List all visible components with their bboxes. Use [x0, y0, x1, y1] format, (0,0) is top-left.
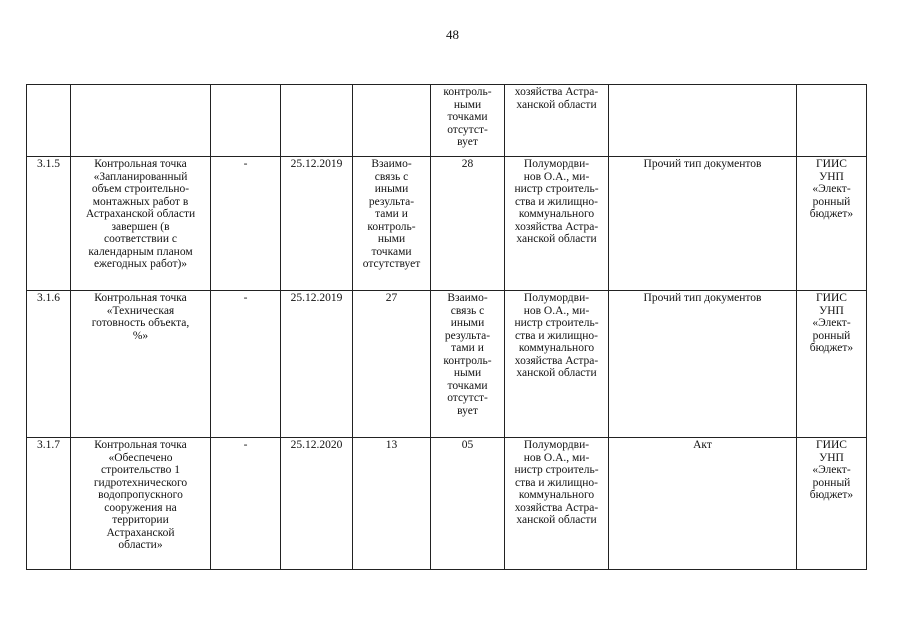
page-number: 48: [446, 27, 459, 42]
row-number: 3.1.5: [27, 157, 71, 291]
document-type-cell: Прочий тип документов: [609, 157, 797, 291]
dash-cell: -: [211, 438, 281, 570]
system-cell: ГИИС УНП «Элект- ронный бюджет»: [797, 291, 867, 438]
responsible-cell: Полумордви- нов О.А., ми- нистр строитель- ства и жилищно- коммунального хозяйства Астра- ханской области: [505, 291, 609, 438]
system-cell: [797, 85, 867, 157]
system-cell: ГИИС УНП «Элект- ронный бюджет»: [797, 438, 867, 570]
document-type-cell: [609, 85, 797, 157]
row-number: 3.1.7: [27, 438, 71, 570]
quantity-cell: Взаимо- связь с иными результа- тами и контроль- ными точками отсутст- вует: [431, 291, 505, 438]
date-cell: 25.12.2020: [281, 438, 353, 570]
quantity-cell: 28: [431, 157, 505, 291]
responsible-cell: Полумордви- нов О.А., ми- нистр строитель- ства и жилищно- коммунального хозяйства Астра- ханской области: [505, 438, 609, 570]
control-points-table: [26, 84, 867, 570]
dash-cell: [211, 85, 281, 157]
date-cell: 25.12.2019: [281, 157, 353, 291]
document-type-cell: Акт: [609, 438, 797, 570]
link-cell: Взаимо- связь с иными результа- тами и контроль- ными точками отсутствует: [353, 157, 431, 291]
responsible-cell: Полумордви- нов О.А., ми- нистр строитель- ства и жилищно- коммунального хозяйства Астра- ханской области: [505, 157, 609, 291]
quantity-cell: 05: [431, 438, 505, 570]
control-point-name: [71, 85, 211, 157]
document-type-cell: Прочий тип документов: [609, 291, 797, 438]
control-point-name: Контрольная точка «Обеспечено строительство 1 гидротехнического водопропускного сооружения на территории Астраханской области»: [71, 438, 211, 570]
date-cell: 25.12.2019: [281, 291, 353, 438]
dash-cell: -: [211, 291, 281, 438]
dash-cell: -: [211, 157, 281, 291]
link-cell: 27: [353, 291, 431, 438]
table-row: [27, 291, 867, 438]
table-row: [27, 438, 867, 570]
row-number: 3.1.6: [27, 291, 71, 438]
quantity-cell: контроль- ными точками отсутст- вует: [431, 85, 505, 157]
table-row: [27, 157, 867, 291]
table-row: [27, 85, 867, 157]
control-point-name: Контрольная точка «Техническая готовность объекта, %»: [71, 291, 211, 438]
row-number: [27, 85, 71, 157]
control-point-name: Контрольная точка «Запланированный объем строительно- монтажных работ в Астраханской области завершен (в соответствии с календарным планом ежегодных работ)»: [71, 157, 211, 291]
date-cell: [281, 85, 353, 157]
link-cell: 13: [353, 438, 431, 570]
responsible-cell: хозяйства Астра- ханской области: [505, 85, 609, 157]
link-cell: [353, 85, 431, 157]
system-cell: ГИИС УНП «Элект- ронный бюджет»: [797, 157, 867, 291]
